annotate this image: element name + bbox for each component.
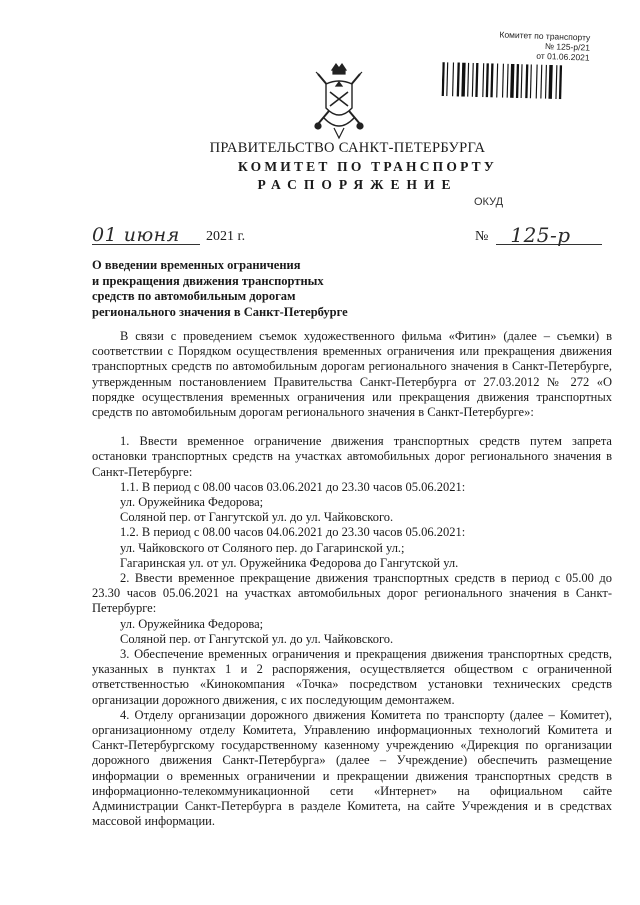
clause-1: 1. Ввести временное ограничение движения транспортных средств путем запрета остановки транспортных средств на участках автомобильных дорог регионального значения в Санкт-Петербурге:	[92, 434, 612, 479]
handwritten-date: 01 июня	[92, 224, 180, 246]
document-date	[92, 222, 245, 245]
clause-1-1: 1.1. В период с 08.00 часов 03.06.2021 до 23.30 часов 05.06.2021:	[120, 479, 466, 494]
clause-2-street-b: Соляной пер. от Гангутской ул. до ул. Чайковского.	[120, 631, 394, 646]
subject-line: средств по автомобильным дорогам	[92, 289, 296, 303]
document-type: РАСПОРЯЖЕНИЕ	[257, 177, 458, 192]
clause-4: 4. Отделу организации дорожного движения Комитета по транспорту (далее – Комитет), организационному отделу Комитета, Управлению информационных технологий Комитета и Санкт-Петербургскому государственному казенному учреждению «Дирекция по организации дорожного движения Санкт-Петербурга» (далее – Учреждение) обеспечить размещение информации о временных ограничении и прекращении движения транспортных средств в информационно-телекоммуникационной сети «Интернет» на официальном сайте Администрации Санкт-Петербурга в разделе Комитета, на сайте Учреждения и в средствах массовой информации.	[92, 707, 612, 829]
stamp-line-3: от 01.06.2021	[536, 50, 590, 63]
government-title: ПРАВИТЕЛЬСТВО САНКТ-ПЕТЕРБУРГА	[209, 140, 486, 156]
clause-2: 2. Ввести временное прекращение движения транспортных средств в период с 05.00 до 23.30 часов 05.06.2021 на участках автомобильных дорог регионального значения в Санкт-Петербурге:	[92, 571, 612, 616]
number-prefix: №	[475, 229, 489, 244]
clause-1-2-street-b: Гагаринская ул. от ул. Оружейника Федорова до Гангутской ул.	[120, 555, 459, 570]
subject-line: и прекращения движения транспортных	[92, 273, 324, 288]
subject-line: регионального значения в Санкт-Петербурге	[92, 304, 348, 319]
date-field	[92, 222, 200, 245]
registration-stamp	[440, 27, 591, 62]
stamp-line-1: Комитет по транспорту	[499, 29, 591, 43]
document-body	[92, 329, 612, 830]
handwritten-number: 125-р	[510, 223, 571, 247]
clause-1-1-street-a: ул. Оружейника Федорова;	[120, 495, 264, 510]
date-year: 2021 г.	[206, 229, 246, 244]
okud-label: ОКУД	[474, 196, 504, 208]
document-header	[0, 140, 640, 193]
document-number	[475, 222, 602, 245]
number-field	[496, 222, 602, 245]
stamp-line-2: № 125-р/21	[544, 41, 591, 53]
intro-paragraph: В связи с проведением съемок художественного фильма «Фитин» (далее – съемки) в соответствии с Порядком осуществления временных ограничения или прекращения движения транспортных средств по автомобильным дорогам регионального значения в Санкт-Петербурге, утвержденным постановлением Правительства Санкт-Петербурга от 27.03.2012 № 272 «О порядке осуществления временных ограничения или прекращения движения транспортных средств по автомобильным дорогам регионального значения в Санкт-Петербурге»:	[92, 329, 612, 420]
clause-1-2-street-a: ул. Чайковского от Соляного пер. до Гагаринской ул.;	[120, 540, 405, 555]
clause-2-street-a: ул. Оружейника Федорова;	[120, 616, 264, 631]
clause-3: 3. Обеспечение временных ограничения и прекращения движения транспортных средств, указанных в пунктах 1 и 2 распоряжения, осуществляется обществом с ограниченной ответственностью «Кинокомпания «Точка» посредством установки технических средств организации дорожного движения, с их последующим демонтажем.	[92, 647, 612, 707]
coat-of-arms-icon	[312, 62, 366, 140]
document-subject	[92, 258, 392, 320]
clause-1-2: 1.2. В период с 08.00 часов 04.06.2021 до 23.30 часов 05.06.2021:	[120, 525, 466, 540]
subject-line: О введении временных ограничения	[92, 258, 301, 272]
committee-title: КОМИТЕТ ПО ТРАНСПОРТУ	[237, 159, 497, 174]
barcode	[442, 62, 591, 100]
clause-1-1-street-b: Соляной пер. от Гангутской ул. до ул. Чайковского.	[120, 510, 394, 525]
